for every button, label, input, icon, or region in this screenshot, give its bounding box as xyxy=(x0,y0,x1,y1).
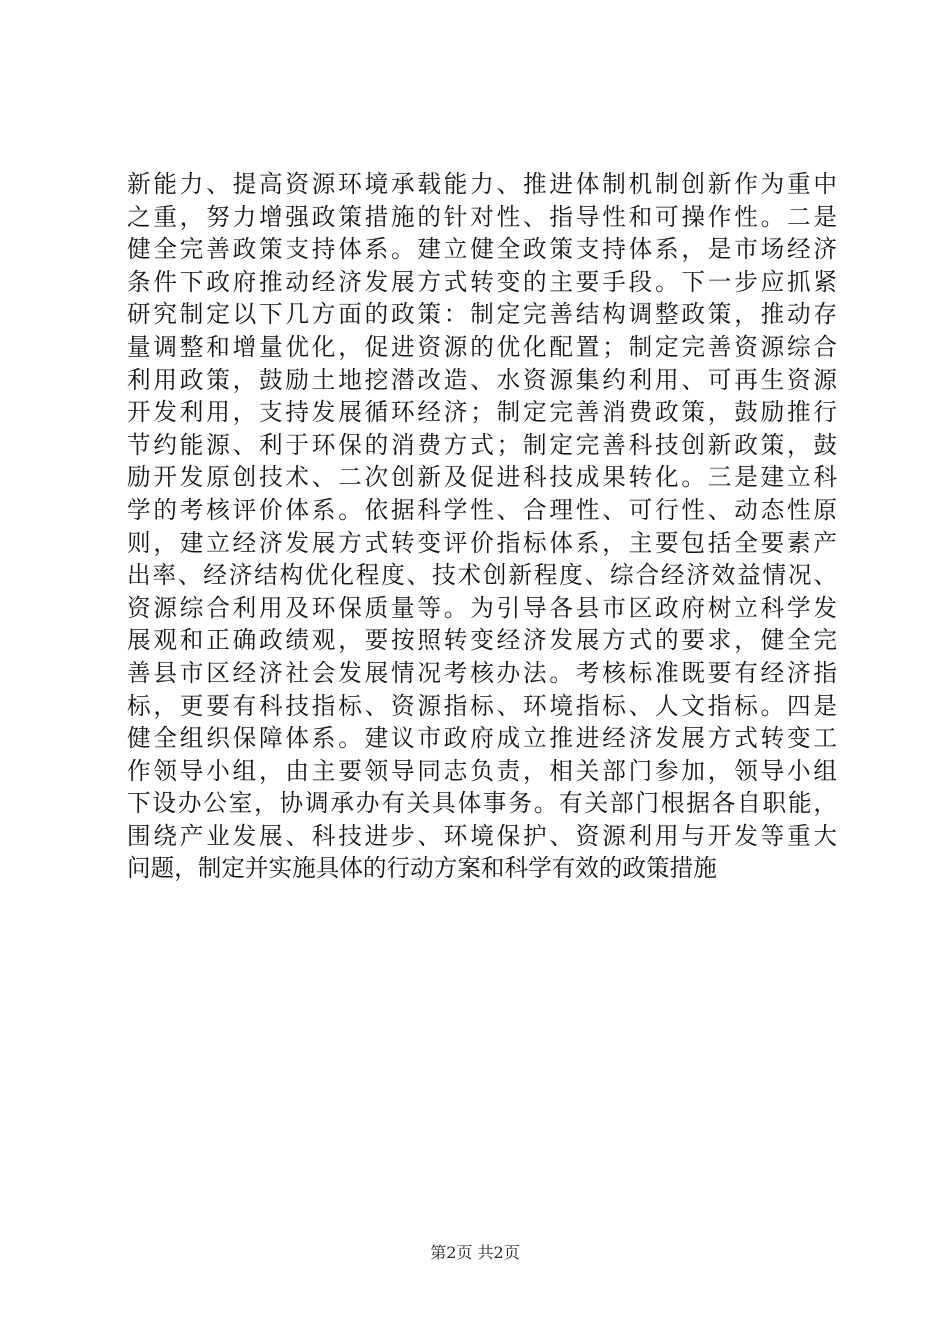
text-line: 善县市区经济社会发展情况考核办法。考核标准既要有经济指 xyxy=(127,658,837,687)
body-paragraph xyxy=(127,168,837,885)
text-line: 励开发原创技术、二次创新及促进科技成果转化。三是建立科 xyxy=(127,463,837,492)
text-line: 之重，努力增强政策措施的针对性、指导性和可操作性。二是 xyxy=(127,202,837,231)
text-line: 开发利用，支持发展循环经济；制定完善消费政策，鼓励推行 xyxy=(127,398,837,427)
text-line: 利用政策，鼓励土地挖潜改造、水资源集约利用、可再生资源 xyxy=(127,365,837,394)
text-line: 学的考核评价体系。依据科学性、合理性、可行性、动态性原 xyxy=(127,495,837,524)
text-line: 出率、经济结构优化程度、技术创新程度、综合经济效益情况、 xyxy=(127,561,837,590)
text-line: 问题，制定并实施具体的行动方案和科学有效的政策措施 xyxy=(127,854,717,883)
text-line: 健全完善政策支持体系。建立健全政策支持体系，是市场经济 xyxy=(127,235,837,264)
text-line: 节约能源、利于环保的消费方式；制定完善科技创新政策，鼓 xyxy=(127,430,837,459)
text-line: 量调整和增量优化，促进资源的优化配置；制定完善资源综合 xyxy=(127,332,837,361)
text-line: 围绕产业发展、科技进步、环境保护、资源利用与开发等重大 xyxy=(127,821,837,850)
text-line: 标，更要有科技指标、资源指标、环境指标、人文指标。四是 xyxy=(127,691,837,720)
page-number-footer: 第2页 共2页 xyxy=(430,1243,520,1262)
text-line: 下设办公室，协调承办有关具体事务。有关部门根据各自职能， xyxy=(127,789,837,818)
text-line: 展观和正确政绩观，要按照转变经济发展方式的要求，健全完 xyxy=(127,626,837,655)
text-line: 则，建立经济发展方式转变评价指标体系，主要包括全要素产 xyxy=(127,528,837,557)
text-line: 作领导小组，由主要领导同志负责，相关部门参加，领导小组 xyxy=(127,756,837,785)
text-line: 健全组织保障体系。建议市政府成立推进经济发展方式转变工 xyxy=(127,724,837,753)
text-line: 条件下政府推动经济发展方式转变的主要手段。下一步应抓紧 xyxy=(127,267,837,296)
text-line: 资源综合利用及环保质量等。为引导各县市区政府树立科学发 xyxy=(127,593,837,622)
text-line: 研究制定以下几方面的政策：制定完善结构调整政策，推动存 xyxy=(127,300,837,329)
text-line: 新能力、提高资源环境承载能力、推进体制机制创新作为重中 xyxy=(127,170,837,198)
